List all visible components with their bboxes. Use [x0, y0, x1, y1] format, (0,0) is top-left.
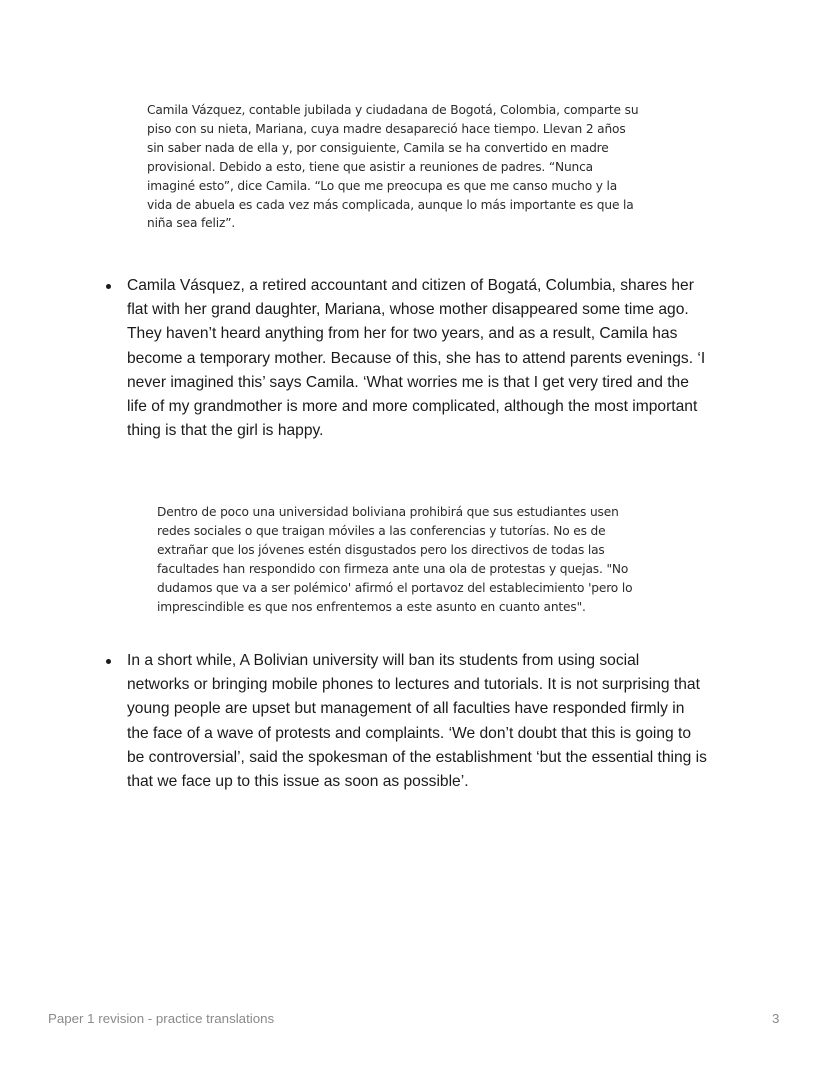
translation-line: the face of a wave of protests and complaints. ‘We don’t doubt that this is going to: [127, 724, 692, 742]
passage-line: piso con su nieta, Mariana, cuya madre desapareció hace tiempo. Llevan 2 años: [147, 121, 626, 136]
passage-line: imaginé esto”, dice Camila. “Lo que me preocupa es que me canso mucho y la: [147, 178, 618, 193]
bullet-icon: [106, 284, 111, 289]
translation-line: thing is that the girl is happy.: [127, 422, 324, 440]
translation-line: young people are upset but management of all faculties have responded firmly in: [127, 700, 685, 718]
spanish-passage-1: [147, 101, 677, 233]
translation-line: In a short while, A Bolivian university will ban its students from using social: [127, 652, 640, 669]
translation-line: Camila Vásquez, a retired accountant and citizen of Bogatá, Columbia, shares her: [127, 277, 694, 294]
passage-line: dudamos que va a ser polémico' afirmó el portavoz del establecimiento 'pero lo: [157, 580, 633, 595]
translation-line: that we face up to this issue as soon as possible’.: [127, 773, 469, 791]
passage-line: facultades han respondido con firmeza ante una ola de protestas y quejas. "No: [157, 561, 629, 576]
passage-line: imprescindible es que nos enfrentemos a este asunto en cuanto antes".: [157, 599, 586, 614]
passage-line: Dentro de poco una universidad boliviana prohibirá que sus estudiantes usen: [157, 505, 619, 519]
translation-line: They haven’t heard anything from her for two years, and as a result, Camila has: [127, 325, 678, 343]
bullet-icon: [106, 659, 111, 664]
passage-line: provisional. Debido a esto, tiene que asistir a reuniones de padres. “Nunca: [147, 159, 594, 174]
passage-line: sin saber nada de ella y, por consiguiente, Camila se ha convertido en madre: [147, 140, 609, 155]
translation-line: become a temporary mother. Because of this, she has to attend parents evenings. ‘I: [127, 349, 706, 367]
translation-line: never imagined this’ says Camila. ‘What worries me is that I get very tired and the: [127, 373, 689, 391]
translation-line: networks or bringing mobile phones to lectures and tutorials. It is not surprising that: [127, 676, 700, 694]
spanish-passage-2: [157, 503, 677, 616]
passage-line: vida de abuela es cada vez más complicada, aunque lo más importante es que la: [147, 197, 634, 212]
footer-title: Paper 1 revision - practice translations: [48, 1011, 275, 1026]
passage-line: extrañar que los jóvenes estén disgustados pero los directivos de todas las: [157, 542, 605, 557]
translation-line: flat with her grand daughter, Mariana, whose mother disappeared some time ago.: [127, 301, 689, 319]
passage-line: redes sociales o que traigan móviles a las conferencias y tutorías. No es de: [157, 523, 606, 538]
translation-line: life of my grandmother is more and more complicated, although the most important: [127, 398, 698, 416]
passage-line: Camila Vázquez, contable jubilada y ciudadana de Bogotá, Colombia, comparte su: [147, 103, 639, 117]
translation-line: be controversial’, said the spokesman of the establishment ‘but the essential thing is: [127, 748, 707, 766]
passage-line: niña sea feliz”.: [147, 216, 236, 231]
page-number: 3: [772, 1011, 780, 1026]
